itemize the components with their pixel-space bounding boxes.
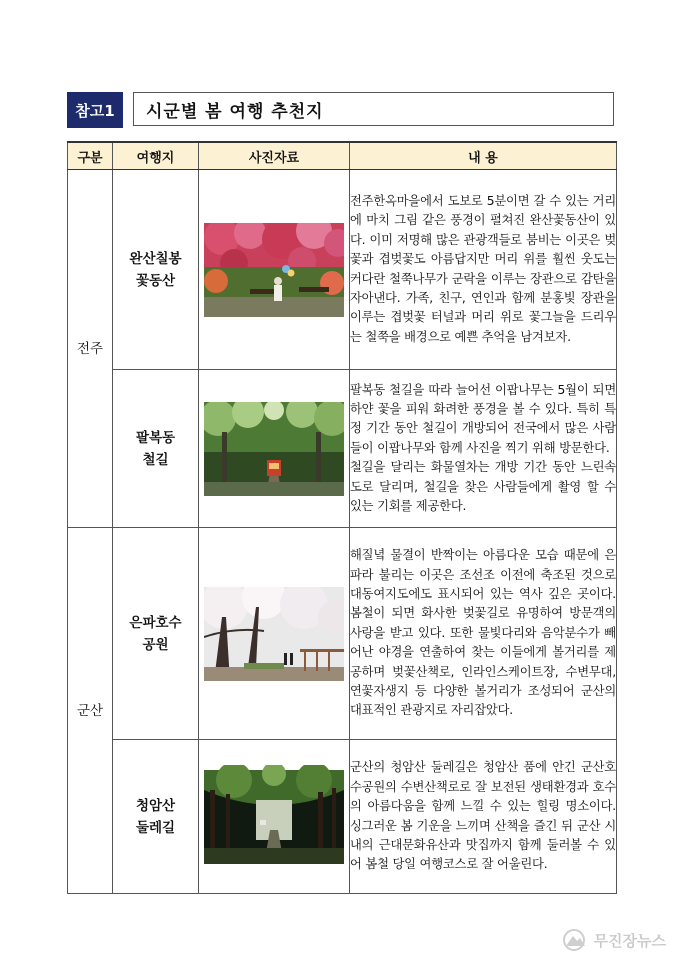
place-cell [113, 740, 199, 894]
table-row [68, 170, 617, 370]
description-text: 해질녘 물결이 반짝이는 아름다운 모습 때문에 은파라 불리는 이곳은 조선조 이전에 축조된 것으로 대동여지도에도 표시되어 있는 역사 깊은 곳이다. 봄철이 되면 화사한 벚꽃길로 유명하여 방문객의 사랑을 받고 있다. 또한 물빛다리와 음악분수가 빼어난 야경을 연출하여 찾는 이들에게 볼거리를 제공하며 벚꽃산책로, 인라인스케이트장, 수변무대, 연꽃자생지 등 다양한 볼거리가 조성되어 군산의 대표적인 관광지로 자리잡았다. [350, 548, 616, 718]
place-name: 완산칠봉 꽃동산 [129, 250, 182, 289]
table-header-row [68, 142, 617, 170]
railway-photo [204, 402, 344, 496]
flower-garden-photo [204, 223, 344, 317]
page-title: 시군별 봄 여행 추천지 [133, 92, 614, 126]
photo-cell [199, 740, 350, 894]
description-cell [350, 370, 617, 528]
place-cell [113, 170, 199, 370]
description-text: 군산의 청암산 둘레길은 청암산 품에 안긴 군산호수공원의 수변산책로로 잘 보전된 생태환경과 호수의 아름다움을 함께 느낄 수 있는 힐링 명소이다. 싱그러운 봄 기운을 느끼며 산책을 즐긴 뒤 군산 시내의 근대문화유산과 맛집까지 함께 둘러볼 수 있어 봄철 당일 여행코스로 잘 어울린다. [350, 760, 616, 872]
watermark-text: 무진장뉴스 [593, 931, 666, 950]
table-row [68, 740, 617, 894]
forest-trail-photo [204, 765, 344, 869]
place-name: 청암산 둘레길 [135, 797, 176, 836]
reference-badge: 참고1 [67, 92, 123, 128]
photo-cell [199, 370, 350, 528]
column-header-place: 여행지 [113, 142, 199, 170]
column-header-photo: 사진자료 [199, 142, 350, 170]
place-name: 은파호수 공원 [129, 614, 182, 653]
description-cell [350, 528, 617, 740]
watermark [563, 926, 666, 954]
description-text: 전주한옥마을에서 도보로 5분이면 갈 수 있는 거리에 마치 그림 같은 풍경이 펼쳐진 완산꽃동산이 있다. 이미 저명해 많은 관광객들로 붐비는 이곳은 벚꽃과 겹벚꽃도 아름답지만 머리 위를 훨씬 웃도는 커다란 철쭉나무가 군락을 이루는 장관으로 감탄을 자아낸다. 가족, 친구, 연인과 함께 분홍빛 장관을 이루는 겹벚꽃 터널과 머리 위로 꽃그늘을 드리우는 철쭉을 배경으로 예쁜 추억을 남겨보자. [350, 193, 616, 344]
mountain-logo-icon [563, 929, 589, 951]
table-row [68, 370, 617, 528]
region-cell: 전주 [68, 170, 113, 528]
description-cell [350, 740, 617, 894]
section-header [67, 92, 616, 128]
place-cell [113, 528, 199, 740]
place-cell [113, 370, 199, 528]
travel-table [67, 141, 617, 894]
description-text: 팔복동 철길을 따라 늘어선 이팝나무는 5월이 되면 하얀 꽃을 피워 화려한 풍경을 볼 수 있다. 특히 특정 기간 동안 철길이 개방되어 전국에서 많은 사람들이 이팝나무와 함께 사진을 찍기 위해 방문한다. 철길을 달리는 화물열차는 개방 기간 동안 느린속도로 달리며, 철길을 찾은 사람들에게 촬영 할 수 있는 기회를 제공한다. [350, 382, 616, 514]
place-name: 팔복동 철길 [135, 429, 176, 468]
column-header-region: 구분 [68, 142, 113, 170]
description-cell [350, 170, 617, 370]
table-row [68, 528, 617, 740]
lake-park-photo [204, 587, 344, 681]
column-header-content: 내 용 [350, 142, 617, 170]
photo-cell [199, 170, 350, 370]
photo-cell [199, 528, 350, 740]
region-cell: 군산 [68, 528, 113, 894]
